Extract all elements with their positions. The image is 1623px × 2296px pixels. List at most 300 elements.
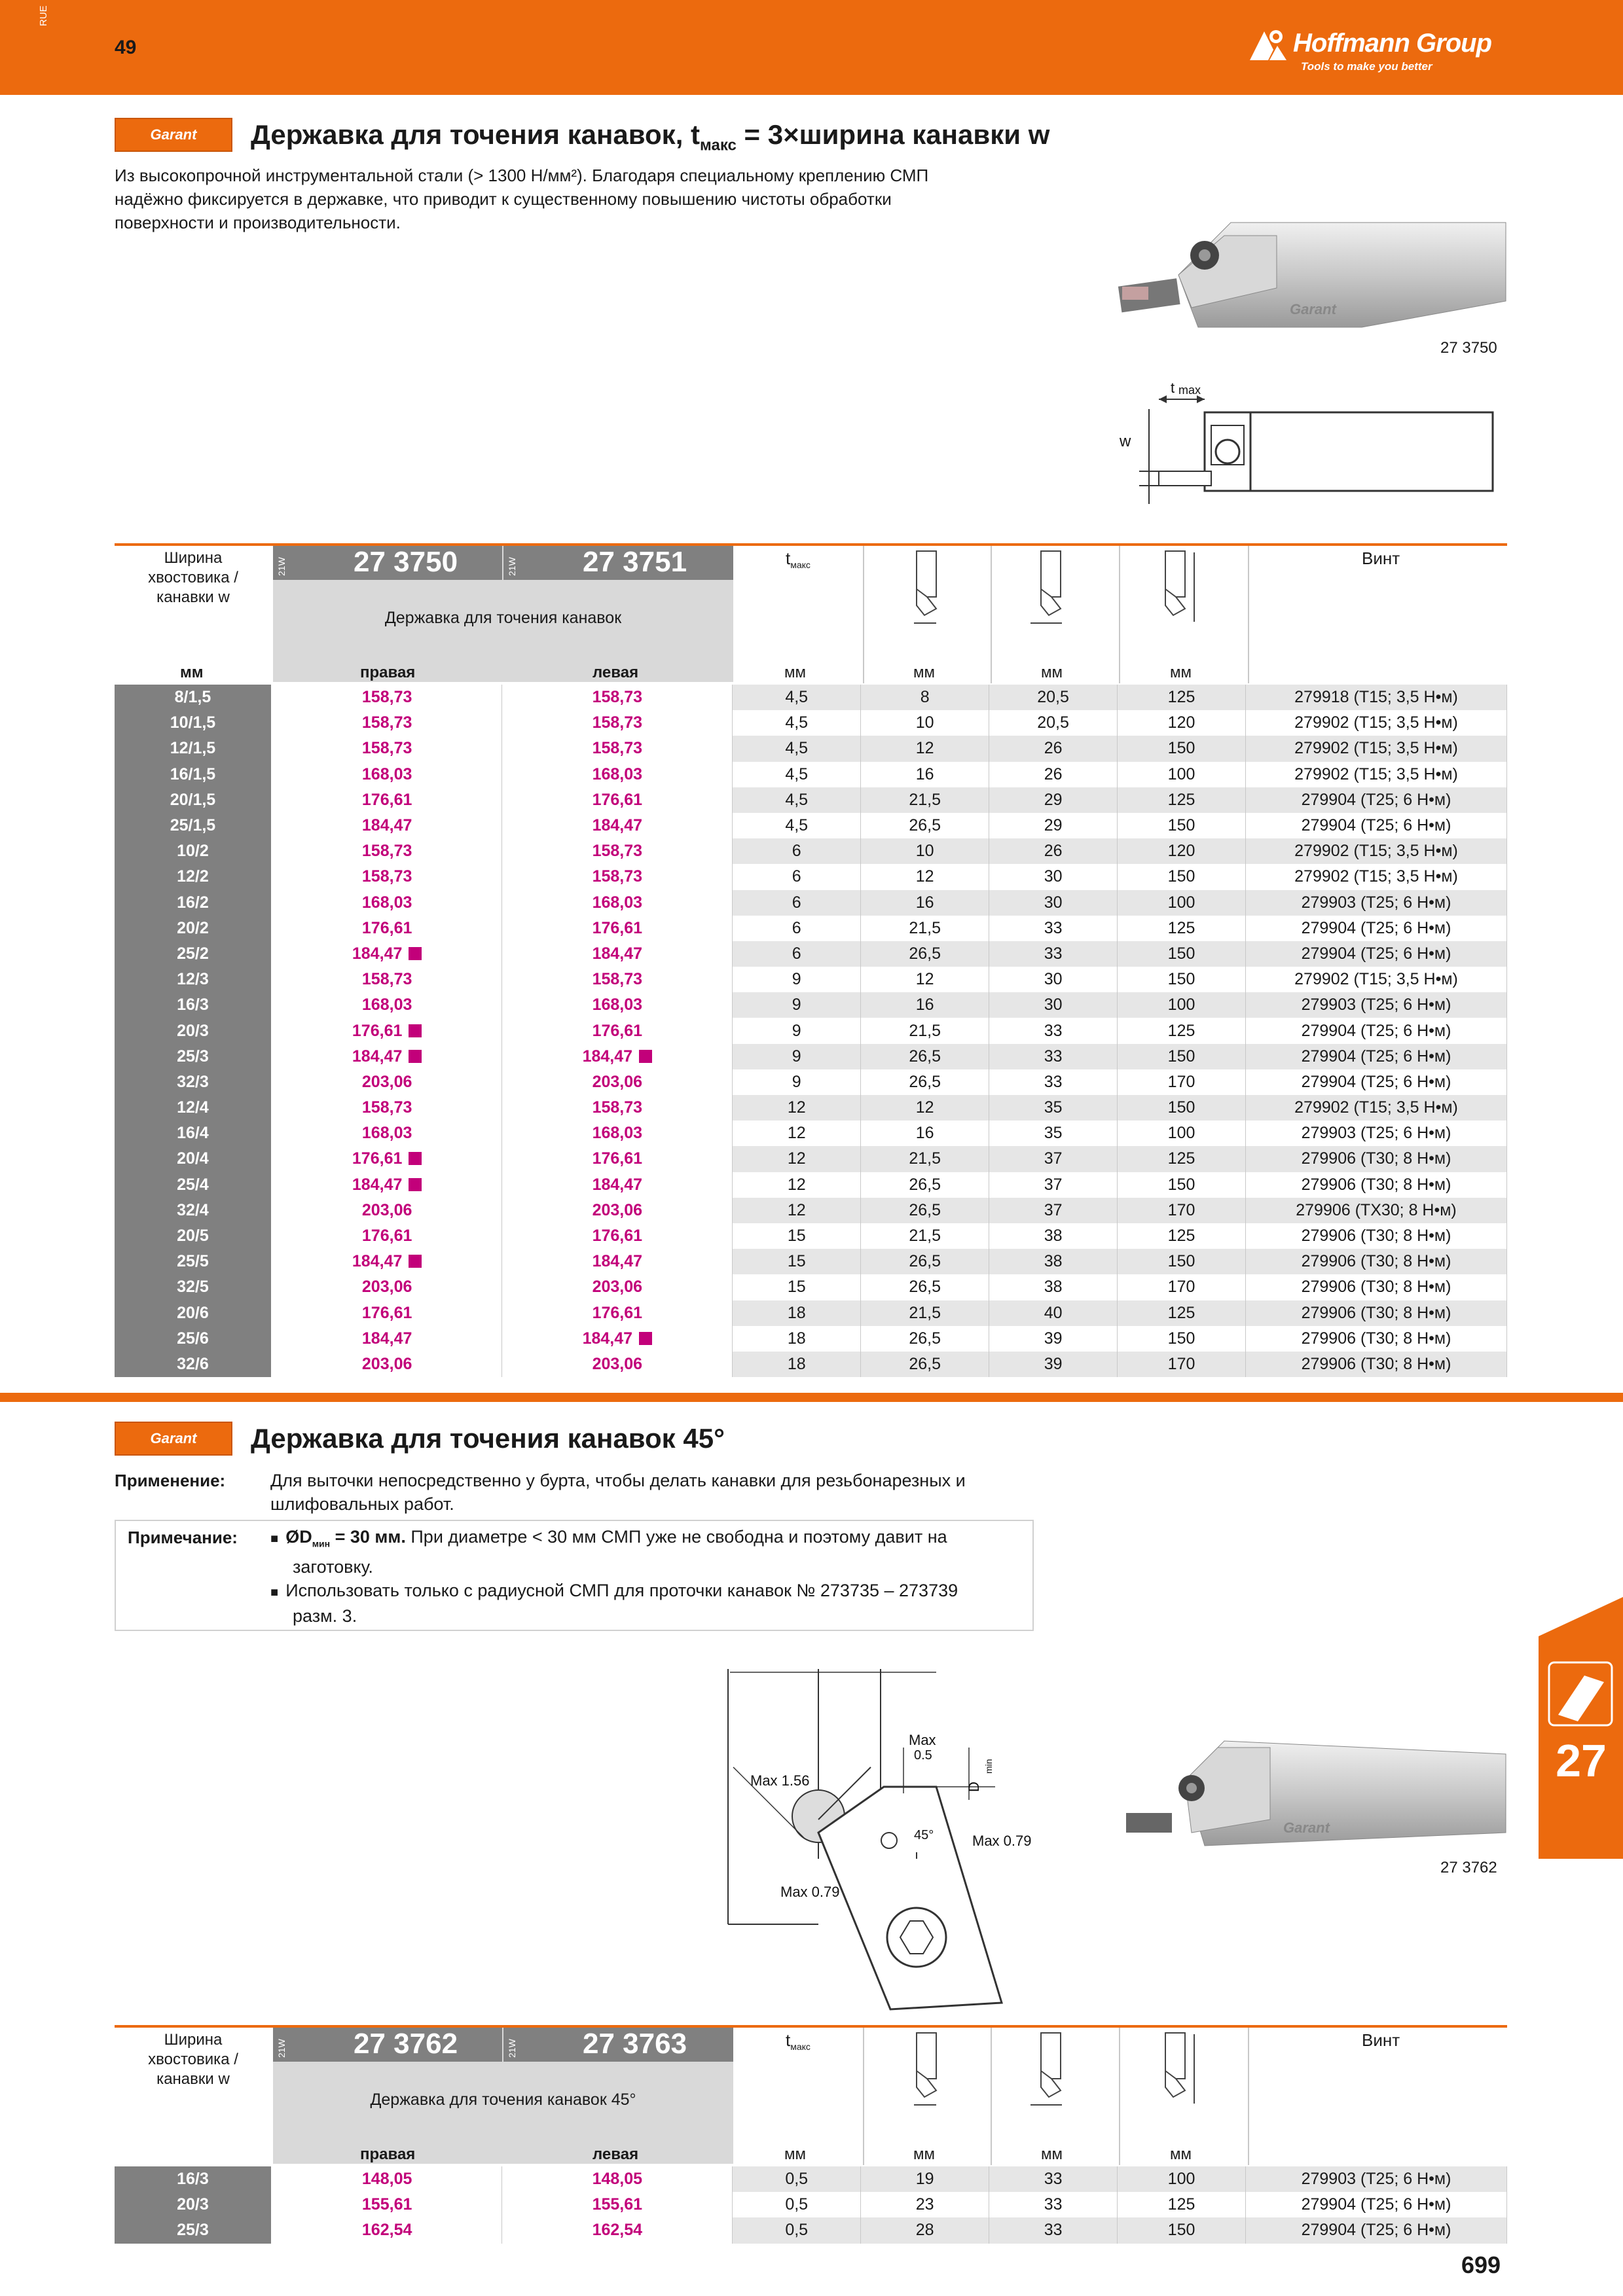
row-width-cell-text: 16/4 [177, 1124, 209, 1143]
price-left-cell[interactable] [502, 1146, 733, 1172]
price-left-cell[interactable] [502, 1095, 733, 1121]
h-cell [861, 1095, 989, 1121]
screw-cell [1246, 1172, 1507, 1198]
tmax-cell [733, 813, 861, 838]
l-cell [1118, 838, 1246, 864]
l-cell [1118, 916, 1246, 941]
row-width-cell [115, 1121, 272, 1146]
text-line: шлифовальных работ. [270, 1494, 454, 1514]
price-right-cell[interactable] [272, 1198, 502, 1223]
table1-units-row [115, 661, 1507, 685]
h-cell [861, 1274, 989, 1300]
l-cell-text: 150 [1167, 970, 1195, 989]
screw-cell [1246, 736, 1507, 761]
l-cell [1118, 864, 1246, 889]
screw-cell-text: 279902 (T15; 3,5 Н•м) [1294, 713, 1458, 732]
l-cell-text: 150 [1167, 739, 1195, 758]
screw-cell-text: 279904 (T25; 6 Н•м) [1301, 1021, 1451, 1040]
tool-holder-photo-2 [1113, 1728, 1519, 1859]
price-right-cell[interactable] [272, 2166, 502, 2192]
price-left-cell-text: 158,73 [592, 1098, 643, 1117]
l-cell [1118, 787, 1246, 813]
l-cell-text: 125 [1167, 1227, 1195, 1246]
title-rest: = 3×ширина канавки w [736, 119, 1050, 150]
screw-cell [1246, 685, 1507, 710]
l-cell-text: 150 [1167, 944, 1195, 963]
l-cell [1118, 1018, 1246, 1043]
row-width-cell [115, 1326, 272, 1352]
h-cell-text: 26,5 [909, 1252, 941, 1271]
screw-cell-text: 279918 (T15; 3,5 Н•м) [1294, 688, 1458, 707]
row-width-cell [115, 1018, 272, 1043]
h-cell-text: 12 [915, 867, 934, 886]
h-cell [861, 685, 989, 710]
l-cell-text: 120 [1167, 713, 1195, 732]
l-cell-text: 125 [1167, 918, 1195, 937]
price-left-cell[interactable] [502, 787, 733, 813]
h-cell [861, 1069, 989, 1095]
tmax-cell [733, 2217, 861, 2243]
h-cell-text: 16 [915, 764, 934, 783]
tmax-cell [733, 1018, 861, 1043]
photo-caption-1: 27 3750 [1440, 339, 1497, 357]
price-left-cell[interactable] [502, 1326, 733, 1352]
groove-45-drawing [720, 1662, 1087, 2016]
screw-cell-text: 279902 (T15; 3,5 Н•м) [1294, 764, 1458, 783]
screw-cell-text: 279904 (T25; 6 Н•м) [1301, 944, 1451, 963]
h-cell-text: 26,5 [909, 1072, 941, 1091]
l-cell [1118, 1326, 1246, 1352]
price-right-cell[interactable] [272, 1223, 502, 1249]
screw-cell [1246, 2217, 1507, 2243]
price-right-cell[interactable] [272, 685, 502, 710]
price-left-cell[interactable] [502, 864, 733, 889]
tmax-cell [733, 1300, 861, 1326]
h-cell-text: 28 [915, 2221, 934, 2240]
h-cell-text: 16 [915, 1124, 934, 1143]
max-05-label: Max [909, 1732, 936, 1748]
screw-cell [1246, 762, 1507, 787]
note-item-1: ■ $ØD_{мин} = 30$ мм. При диаметре < 30 мм СМП уже не свободна и поэтому давит на [270, 1527, 947, 1549]
max-079-right: Max 0.79 [972, 1833, 1032, 1849]
price-left-cell-text: 184,47 [592, 816, 643, 835]
price-left-cell-text: 176,61 [592, 1149, 643, 1168]
row-width-cell [115, 736, 272, 761]
screw-cell-text: 279906 (T30; 8 Н•м) [1301, 1278, 1451, 1297]
price-left-cell-text: 203,06 [592, 1072, 643, 1091]
b-cell [989, 864, 1118, 889]
price-left-cell[interactable] [502, 1069, 733, 1095]
price-right-cell[interactable] [272, 941, 502, 967]
tmax-cell-text: 6 [792, 842, 801, 861]
price-left-cell[interactable] [502, 685, 733, 710]
l-cell [1118, 1172, 1246, 1198]
screw-cell-text: 279906 (T30; 8 Н•м) [1301, 1303, 1451, 1322]
screw-cell-text: 279902 (T15; 3,5 Н•м) [1294, 739, 1458, 758]
h-cell [861, 2166, 989, 2192]
tmax-cell [733, 1095, 861, 1121]
table-row [115, 1044, 1507, 1069]
price-left-cell-text: 158,73 [592, 688, 643, 707]
tmax-cell [733, 1326, 861, 1352]
screw-cell-text: 279902 (T15; 3,5 Н•м) [1294, 867, 1458, 886]
screw-cell-text: 279906 (TX30; 8 Н•м) [1296, 1200, 1457, 1219]
b-cell [989, 710, 1118, 736]
row-width-cell-text: 12/2 [177, 867, 209, 886]
screw-cell-text: 279904 (T25; 6 Н•м) [1301, 1072, 1451, 1091]
screw-cell [1246, 1121, 1507, 1146]
b-cell-text: 38 [1044, 1278, 1063, 1297]
unit: мм [1170, 2145, 1192, 2163]
table-row [115, 1121, 1507, 1146]
row-width-cell [115, 1223, 272, 1249]
tmax-cell-text: 0,5 [785, 2221, 809, 2240]
price-left-cell-text: 168,03 [592, 1124, 643, 1143]
l-cell [1118, 2217, 1246, 2243]
b-cell [989, 762, 1118, 787]
price-right-cell[interactable] [272, 1146, 502, 1172]
price-left-cell[interactable] [502, 992, 733, 1018]
price-right-cell[interactable] [272, 736, 502, 761]
price-left-cell-text: 203,06 [592, 1200, 643, 1219]
row-width-cell-text: 20/3 [177, 2195, 209, 2214]
price-left-cell[interactable] [502, 967, 733, 992]
price-right-cell[interactable] [272, 2192, 502, 2217]
tmax-cell-text: 6 [792, 867, 801, 886]
row-width-cell-text: 12/1,5 [170, 739, 216, 758]
intro-line: поверхности и производительности. [115, 213, 401, 232]
tmax-cell [733, 967, 861, 992]
unit-left: левая [593, 664, 639, 681]
price-left-cell[interactable] [502, 1249, 733, 1274]
price-left-cell-text: 176,61 [592, 790, 643, 809]
tmax-cell [733, 762, 861, 787]
price-right-cell[interactable] [272, 1300, 502, 1326]
article-code-right[interactable]: 27 3762 [354, 2028, 458, 2060]
price-right-cell[interactable] [272, 1095, 502, 1121]
price-left-cell[interactable] [502, 2217, 733, 2243]
price-right-cell-text: 158,73 [361, 713, 412, 732]
tmax-cell-text: 9 [792, 996, 801, 1014]
unit: мм [784, 2145, 806, 2163]
price-right-cell[interactable] [272, 992, 502, 1018]
h-cell-text: 16 [915, 893, 934, 912]
price-left-cell[interactable] [502, 1044, 733, 1069]
chapter-tab[interactable] [1539, 1597, 1623, 1859]
table-row [115, 1352, 1507, 1377]
h-cell [861, 1326, 989, 1352]
screw-cell [1246, 1198, 1507, 1223]
l-dimension-icon [1165, 551, 1194, 622]
table1-body [115, 685, 1507, 1377]
tmax-cell-text: 4,5 [785, 764, 809, 783]
b-cell [989, 813, 1118, 838]
note-list [270, 1525, 1023, 1628]
b-cell [989, 2217, 1118, 2243]
tmax-cell [733, 1198, 861, 1223]
new-item-marker [639, 1332, 652, 1345]
screw-cell [1246, 1223, 1507, 1249]
b-cell-text: 35 [1044, 1124, 1063, 1143]
tmax-cell [733, 685, 861, 710]
l-cell [1118, 1274, 1246, 1300]
price-left-cell[interactable] [502, 916, 733, 941]
price-right-cell[interactable] [272, 1326, 502, 1352]
hoffmann-group-logo[interactable] [1247, 26, 1503, 79]
prefix-21w: 21W [276, 2039, 287, 2058]
tmax-cell [733, 787, 861, 813]
table-row [115, 813, 1507, 838]
new-item-marker [409, 947, 422, 960]
l-cell-text: 100 [1167, 996, 1195, 1014]
new-item-marker [409, 1152, 422, 1165]
tmax-cell-text: 6 [792, 944, 801, 963]
price-left-cell[interactable] [502, 710, 733, 736]
tmax-cell-text: 4,5 [785, 688, 809, 707]
table-row [115, 967, 1507, 992]
h-cell-text: 21,5 [909, 1303, 941, 1322]
h-cell [861, 916, 989, 941]
b-cell [989, 1121, 1118, 1146]
l-cell [1118, 1069, 1246, 1095]
tmax-cell-text: 18 [787, 1354, 806, 1373]
l-cell-text: 150 [1167, 2221, 1195, 2240]
tmax-cell [733, 1044, 861, 1069]
screw-cell [1246, 1095, 1507, 1121]
table-row [115, 1069, 1507, 1095]
row-width-cell [115, 838, 272, 864]
dmin-sub: min [983, 1759, 994, 1774]
price-right-cell-text: 148,05 [361, 2170, 412, 2189]
tmax-cell [733, 916, 861, 941]
price-left-cell[interactable] [502, 1121, 733, 1146]
price-left-cell[interactable] [502, 813, 733, 838]
h-cell-text: 21,5 [909, 1149, 941, 1168]
tmax-cell-text: 6 [792, 918, 801, 937]
tmax-cell [733, 1274, 861, 1300]
l-cell [1118, 1044, 1246, 1069]
price-right-cell[interactable] [272, 1044, 502, 1069]
price-right-cell-text: 155,61 [361, 2195, 412, 2214]
price-right-cell-text: 158,73 [361, 1098, 412, 1117]
header-line: канавки w [156, 2070, 230, 2088]
price-right-cell[interactable] [272, 890, 502, 916]
table-row [115, 1172, 1507, 1198]
price-left-cell-text: 168,03 [592, 764, 643, 783]
h-cell [861, 762, 989, 787]
price-right-cell[interactable] [272, 1274, 502, 1300]
price-left-cell[interactable] [502, 838, 733, 864]
price-left-cell[interactable] [502, 1274, 733, 1300]
tmax-cell-text: 9 [792, 970, 801, 989]
dimension-icons [890, 550, 1257, 632]
price-left-cell-text: 155,61 [592, 2195, 643, 2214]
price-right-cell-text: 184,47 [361, 1329, 412, 1348]
l-cell [1118, 1249, 1246, 1274]
l-cell [1118, 2192, 1246, 2217]
garant-badge-text: Garant [150, 126, 197, 143]
price-left-cell[interactable] [502, 1172, 733, 1198]
screw-cell [1246, 1146, 1507, 1172]
price-right-cell[interactable] [272, 1249, 502, 1274]
article-code-left[interactable]: 27 3763 [583, 2028, 687, 2060]
price-right-cell[interactable] [272, 1172, 502, 1198]
header-line: канавки w [156, 588, 230, 606]
price-right-cell-text: 184,47 [352, 1047, 403, 1066]
row-width-cell [115, 2217, 272, 2243]
price-left-cell[interactable] [502, 2166, 733, 2192]
price-left-cell[interactable] [502, 1352, 733, 1377]
price-left-cell-text: 168,03 [592, 996, 643, 1014]
price-left-cell[interactable] [502, 890, 733, 916]
price-right-cell-text: 158,73 [361, 688, 412, 707]
row-width-cell [115, 916, 272, 941]
h-cell [861, 1352, 989, 1377]
price-right-cell[interactable] [272, 916, 502, 941]
row-width-cell [115, 1172, 272, 1198]
screw-cell [1246, 710, 1507, 736]
price-left-cell-text: 158,73 [592, 739, 643, 758]
b-cell [989, 1069, 1118, 1095]
section1-intro [115, 164, 1097, 234]
b-cell-text: 30 [1044, 893, 1063, 912]
price-right-cell-text: 176,61 [361, 1227, 412, 1246]
price-left-cell[interactable] [502, 736, 733, 761]
tmax-cell [733, 736, 861, 761]
screw-cell-text: 279906 (T30; 8 Н•м) [1301, 1354, 1451, 1373]
b-cell-text: 33 [1044, 944, 1063, 963]
b-cell [989, 1326, 1118, 1352]
price-right-cell-text: 158,73 [361, 867, 412, 886]
price-right-cell[interactable] [272, 864, 502, 889]
l-cell [1118, 736, 1246, 761]
svg-text:Garant: Garant [1283, 1820, 1330, 1836]
l-dimension-icon [1165, 2033, 1194, 2104]
price-right-cell[interactable] [272, 813, 502, 838]
h-cell-text: 21,5 [909, 1021, 941, 1040]
price-right-cell[interactable] [272, 1121, 502, 1146]
row-width-cell-text: 16/3 [177, 996, 209, 1014]
section2-title: Державка для точения канавок 45° [251, 1423, 725, 1454]
price-left-cell-text: 184,47 [592, 1175, 643, 1194]
row-width-cell-text: 16/3 [177, 2170, 209, 2189]
l-cell [1118, 1223, 1246, 1249]
h-cell [861, 1223, 989, 1249]
screw-cell-text: 279906 (T30; 8 Н•м) [1301, 1175, 1451, 1194]
h-cell-text: 23 [915, 2195, 934, 2214]
row-width-cell-text: 25/6 [177, 1329, 209, 1348]
price-right-cell[interactable] [272, 1352, 502, 1377]
tmax-cell-text: 9 [792, 1072, 801, 1091]
row-width-cell [115, 1146, 272, 1172]
h-cell-text: 26,5 [909, 1329, 941, 1348]
b-cell [989, 1223, 1118, 1249]
article-code-left[interactable]: 27 3751 [583, 546, 687, 578]
price-right-cell[interactable] [272, 762, 502, 787]
dimension-icons [890, 2032, 1257, 2113]
table-row [115, 1274, 1507, 1300]
screw-cell-text: 279904 (T25; 6 Н•м) [1301, 2195, 1451, 2214]
b-cell [989, 736, 1118, 761]
tmax-cell-text: 0,5 [785, 2195, 809, 2214]
price-right-cell[interactable] [272, 2217, 502, 2243]
price-left-cell[interactable] [502, 1018, 733, 1043]
note-cont: разм. 3. [293, 1606, 357, 1626]
table-row [115, 1018, 1507, 1043]
h-dimension-icon [914, 551, 936, 623]
tmax-sub: макс [790, 2041, 811, 2053]
l-cell-text: 100 [1167, 893, 1195, 912]
table-row [115, 1326, 1507, 1352]
new-item-marker [409, 1255, 422, 1268]
b-dimension-icon [1030, 551, 1062, 623]
b-cell [989, 916, 1118, 941]
price-right-cell[interactable] [272, 710, 502, 736]
l-cell [1118, 1146, 1246, 1172]
l-cell-text: 170 [1167, 1278, 1195, 1297]
b-cell-text: 39 [1044, 1329, 1063, 1348]
price-left-cell[interactable] [502, 1300, 733, 1326]
l-cell-text: 125 [1167, 1021, 1195, 1040]
header-line: хвостовика / [148, 569, 238, 586]
price-right-cell[interactable] [272, 1069, 502, 1095]
table-row [115, 685, 1507, 710]
garant-badge [115, 1422, 232, 1456]
l-cell [1118, 1352, 1246, 1377]
tmax-cell [733, 1223, 861, 1249]
intro-line: надёжно фиксируется в державке, что приводит к существенному повышению чистоты обработки [115, 189, 892, 209]
b-cell [989, 1172, 1118, 1198]
price-right-cell[interactable] [272, 1018, 502, 1043]
row-width-cell-text: 16/1,5 [170, 764, 216, 783]
h-cell-text: 21,5 [909, 918, 941, 937]
tmax-cell-text: 4,5 [785, 816, 809, 835]
price-left-cell[interactable] [502, 762, 733, 787]
row-width-cell [115, 1249, 272, 1274]
price-left-cell[interactable] [502, 1198, 733, 1223]
price-left-cell-text: 158,73 [592, 970, 643, 989]
price-right-cell-text: 184,47 [352, 1175, 403, 1194]
title-main: Державка для точения канавок, t [251, 119, 701, 150]
price-right-cell-text: 203,06 [361, 1278, 412, 1297]
screw-cell-text: 279904 (T25; 6 Н•м) [1301, 918, 1451, 937]
tmax-cell-text: 6 [792, 893, 801, 912]
price-left-cell[interactable] [502, 1223, 733, 1249]
price-right-cell-text: 184,47 [352, 1252, 403, 1271]
price-left-cell[interactable] [502, 941, 733, 967]
price-right-cell-text: 203,06 [361, 1354, 412, 1373]
l-cell-text: 150 [1167, 816, 1195, 835]
note-text: Использовать только с радиусной СМП для проточки канавок № 273735 – 273739 [285, 1581, 958, 1601]
tmax-cell [733, 1172, 861, 1198]
tmax-cell-text: 4,5 [785, 713, 809, 732]
screw-cell-text: 279904 (T25; 6 Н•м) [1301, 790, 1451, 809]
price-right-cell[interactable] [272, 838, 502, 864]
price-right-cell[interactable] [272, 787, 502, 813]
tmax-cell-text: 15 [787, 1227, 806, 1246]
max-05-value: 0.5 [914, 1748, 932, 1763]
diagram-w-label: w [1120, 433, 1131, 450]
l-cell-text: 100 [1167, 1124, 1195, 1143]
b-cell [989, 1146, 1118, 1172]
l-cell [1118, 1300, 1246, 1326]
row-width-cell-text: 25/5 [177, 1252, 209, 1271]
price-left-cell[interactable] [502, 2192, 733, 2217]
price-right-cell[interactable] [272, 967, 502, 992]
price-left-cell-text: 158,73 [592, 842, 643, 861]
h-cell-text: 26,5 [909, 944, 941, 963]
article-code-right[interactable]: 27 3750 [354, 546, 458, 578]
